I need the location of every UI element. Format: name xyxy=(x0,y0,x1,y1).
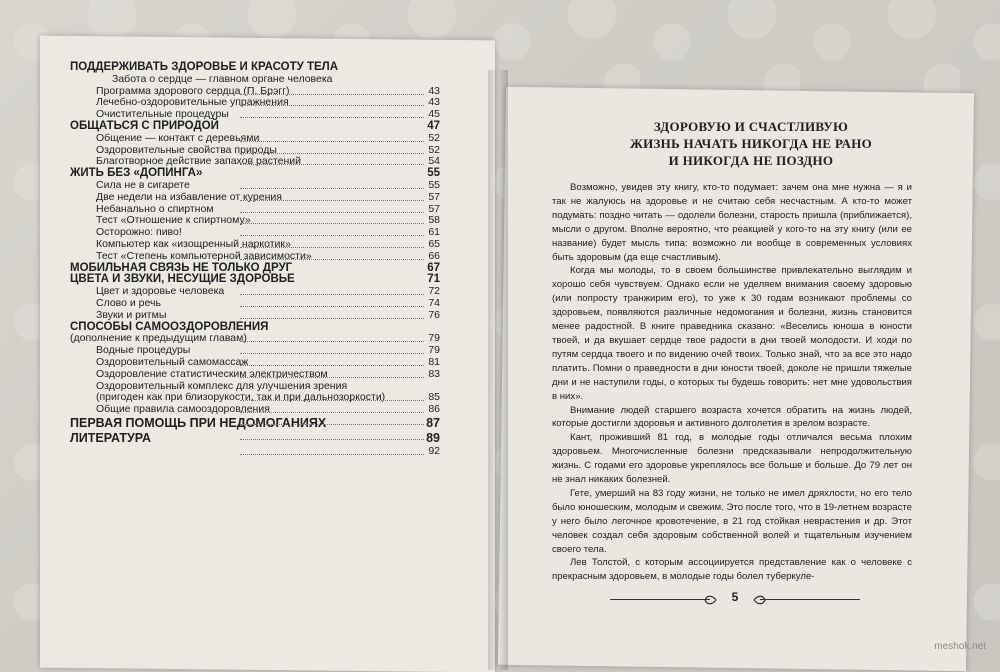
toc-entry-page: 67 xyxy=(427,261,440,274)
toc-entry-title: Очистительные процедуры xyxy=(96,108,229,121)
toc-entry-title: СПОСОБЫ САМООЗДОРОВЛЕНИЯ xyxy=(70,320,269,333)
body-paragraph: Возможно, увидев эту книгу, кто-то подумает: зачем она мне нужна — я и так не жалуюсь на здоровье и не считаю себя несчастным. А кто-то может подумать: поздно читать — одолели болезни, старость пришла (приближается), мысли о другом. Вполне вероятно, что реакцией у кого-то на эту книгу (или ее название) будет мысль типа: возможно ли вообще в современных условиях быть здоровым (да еще счастливым). xyxy=(552,182,912,263)
toc-entry-title: Благотворное действие запахов растений xyxy=(96,155,302,168)
heading-line: ЗДОРОВУЮ И СЧАСТЛИВУЮ xyxy=(653,119,849,134)
toc-entry-title: Цвет и здоровье человека xyxy=(96,285,225,298)
toc-entry-title: Программа здорового сердца (П. Брэгг) xyxy=(96,84,290,97)
toc-leader-dots xyxy=(240,306,424,307)
toc-entry xyxy=(70,239,440,251)
toc-entry-title: Звуки и ритмы xyxy=(96,308,167,321)
toc-entry-title: ПОДДЕРЖИВАТЬ ЗДОРОВЬЕ И КРАСОТУ ТЕЛА xyxy=(70,61,339,73)
toc-entry-page: 74 xyxy=(428,296,440,309)
toc-entry-page: 57 xyxy=(428,202,440,215)
toc-entry-title: Оздоровительные свойства природы xyxy=(96,143,277,156)
toc-entry xyxy=(70,298,440,310)
toc-entry-title: Оздоровительный комплекс для улучшения зрения xyxy=(96,379,348,392)
toc-leader-dots xyxy=(240,412,424,413)
toc-leader-dots xyxy=(240,235,424,236)
footer-rule-right xyxy=(760,599,860,600)
toc-leader-dots xyxy=(240,439,424,440)
heading-line: И НИКОГДА НЕ ПОЗДНО xyxy=(668,153,834,168)
toc-entry-title: (дополнение к предыдущим главам) xyxy=(70,332,247,345)
book-spine xyxy=(488,70,508,670)
toc-entry-page: 65 xyxy=(428,237,440,250)
toc-leader-dots xyxy=(240,212,424,213)
toc-entry-title: ПЕРВАЯ ПОМОЩЬ ПРИ НЕДОМОГАНИЯХ xyxy=(70,415,327,430)
watermark: meshok.net xyxy=(934,641,986,652)
toc-entry-page: 57 xyxy=(428,190,440,203)
toc-leader-dots xyxy=(240,164,424,165)
toc-entry xyxy=(70,310,440,322)
toc-entry-title: Сила не в сигарете xyxy=(96,178,190,191)
body-paragraph: Кант, проживший 81 год, в молодые годы отличался весьма плохим здоровьем. Многочисленные болезни предсказывали непродолжительную жизнь. С годами его здоровье укреплялось все больше и больше. До 79 лет он не знал никаких болезней. xyxy=(552,432,912,486)
toc-leader-dots xyxy=(240,153,424,154)
toc-leader-dots xyxy=(240,105,424,106)
heading-line: ЖИЗНЬ НАЧАТЬ НИКОГДА НЕ РАНО xyxy=(629,136,873,151)
toc-entry-title: Две недели на избавление от курения xyxy=(96,190,282,203)
chapter-heading xyxy=(590,118,912,169)
toc-entry-title: Оздоровление статистическим электричеством xyxy=(96,367,328,380)
toc-leader-dots xyxy=(240,200,424,201)
toc-entry-page: 89 xyxy=(426,430,440,445)
toc-entry xyxy=(70,251,440,263)
toc-entry-page: 52 xyxy=(428,143,440,156)
toc-entry xyxy=(70,431,440,446)
toc-entry-page: 52 xyxy=(428,131,440,144)
toc-entry-page: 83 xyxy=(428,367,440,380)
body-paragraph: Лев Толстой, с которым ассоциируется представление как о человеке с прекрасным здоровьем, в молодые годы болел туберкуле- xyxy=(552,557,912,583)
toc-entry-title: Забота о сердце — главном органе человека xyxy=(112,72,333,85)
toc-leader-dots xyxy=(240,141,424,142)
toc-entry xyxy=(70,416,440,431)
toc-entry-title: (пригоден как при близорукости, так и при дальнозоркости) xyxy=(96,391,386,404)
toc-leader-dots xyxy=(240,259,424,260)
toc-entry-title: ЦВЕТА И ЗВУКИ, НЕСУЩИЕ ЗДОРОВЬЕ xyxy=(70,273,295,286)
toc-entry xyxy=(70,180,440,192)
toc-entry-title: МОБИЛЬНАЯ СВЯЗЬ НЕ ТОЛЬКО ДРУГ xyxy=(70,261,293,274)
toc-entry-title: Общие правила самооздоровления xyxy=(96,403,270,416)
chapter-body xyxy=(552,181,912,584)
toc-entry-title: ЖИТЬ БЕЗ «ДОПИНГА» xyxy=(70,167,203,180)
toc-entry-title: Оздоровительный самомассаж xyxy=(96,355,249,368)
toc-entry-page: 71 xyxy=(427,273,440,286)
toc-entry-title: Тест «Отношение к спиртному» xyxy=(96,214,251,227)
toc-entry-page: 54 xyxy=(428,155,440,168)
page-footer xyxy=(610,588,860,612)
toc-entry xyxy=(70,192,440,204)
toc-entry-title: Тест «Степень компьютерной зависимости» xyxy=(96,249,312,262)
toc-entry-page: 43 xyxy=(428,84,440,97)
body-paragraph: Гете, умерший на 83 году жизни, не только не имел дряхлости, но его тело было юношеским, молодым и свежим. Это после того, что в 19-летнем возрасте у него было легочное кровотечение, в 21 год стойкая неврастения и др. Этот человек создал себя здоровым собственной волей и тщательным изучением своего тела. xyxy=(552,487,912,555)
body-paragraph: Внимание людей старшего возраста хочется обратить на жизнь людей, которые достигли здоровья и активного долголетия в зрелом возрасте. xyxy=(552,404,912,430)
toc-entry-page: 58 xyxy=(428,214,440,227)
toc-leader-dots xyxy=(240,365,424,366)
toc-entry-title: Осторожно: пиво! xyxy=(96,226,182,239)
toc-entry-page: 55 xyxy=(428,178,440,191)
toc-entry-title: Лечебно-оздоровительные упражнения xyxy=(96,96,289,109)
toc-leader-dots xyxy=(240,353,424,354)
toc-entry-page: 76 xyxy=(428,308,440,321)
toc-leader-dots xyxy=(240,94,424,95)
toc-entry xyxy=(70,357,440,369)
toc-leader-dots xyxy=(240,424,424,425)
toc-entry-page: 85 xyxy=(428,391,440,404)
toc-entry-page: 79 xyxy=(428,344,440,357)
toc-entry xyxy=(70,369,440,381)
toc-entry-title: Общение — контакт с деревьями xyxy=(96,131,260,144)
toc-entry-title: Слово и речь xyxy=(96,296,161,309)
toc-leader-dots xyxy=(240,188,424,189)
footer-rule-left xyxy=(610,599,710,600)
toc-leader-dots xyxy=(240,454,424,455)
right-page-content xyxy=(552,118,912,584)
toc-entry xyxy=(70,133,440,145)
toc-leader-dots xyxy=(240,341,424,342)
toc-leader-dots xyxy=(240,117,424,118)
toc-entry-page: 81 xyxy=(428,355,440,368)
toc-entry-page: 92 xyxy=(428,444,440,457)
toc-entry-title: Компьютер как «изощренный наркотик» xyxy=(96,237,291,250)
toc-entry-page: 72 xyxy=(428,285,440,298)
toc-entry-page: 43 xyxy=(428,96,440,109)
toc-entry-title: Небанально о спиртном xyxy=(96,202,214,215)
toc-entry-page: 87 xyxy=(426,415,440,430)
toc-entry xyxy=(70,121,440,133)
ornament-right-icon xyxy=(753,593,767,607)
toc-entry-page: 47 xyxy=(427,119,440,132)
body-paragraph: Когда мы молоды, то в своем большинстве привлекательно выглядим и хорошо себя чувствуем. Однако если не уделяем внимания своему здоровью (или попросту транжирим его), то уже к 30 годам возникают проблемы со здоровьем, появляются различные недомогания и болезни, жизнь становится менее радостной. В книге праведника сказано: «Веселись юноша в юности твоей, и да вкушает сердце твое радости в дни твоей молодости. И ходи по путям сердца твоего и по видению очей твоих. Только знай, что за все это надо платить. Помни о праведности в дни юности твоей, доколе не пришли тяжелые дни и не наступили годы, о которых ты будешь говорить: нет мне удовольствия в них». xyxy=(552,265,912,402)
toc-leader-dots xyxy=(240,247,424,248)
toc-entry xyxy=(70,446,440,458)
toc-leader-dots xyxy=(240,223,424,224)
toc-entry-page: 79 xyxy=(428,332,440,345)
toc-entry-title: ЛИТЕРАТУРА xyxy=(70,430,152,445)
ornament-left-icon xyxy=(703,593,717,607)
toc-leader-dots xyxy=(240,400,424,401)
toc-leader-dots xyxy=(240,377,424,378)
toc-leader-dots xyxy=(240,318,424,319)
table-of-contents xyxy=(70,62,440,458)
toc-entry-title: Водные процедуры xyxy=(96,344,191,357)
toc-entry-page: 55 xyxy=(427,167,440,180)
toc-entry-page: 61 xyxy=(428,226,440,239)
toc-entry xyxy=(70,74,440,86)
page-number: 5 xyxy=(731,590,739,604)
toc-leader-dots xyxy=(240,294,424,295)
toc-entry-page: 66 xyxy=(428,249,440,262)
toc-entry xyxy=(70,404,440,416)
toc-entry-page: 45 xyxy=(428,108,440,121)
toc-entry-title: ОБЩАТЬСЯ С ПРИРОДОЙ xyxy=(70,119,219,132)
toc-entry-page: 86 xyxy=(428,403,440,416)
